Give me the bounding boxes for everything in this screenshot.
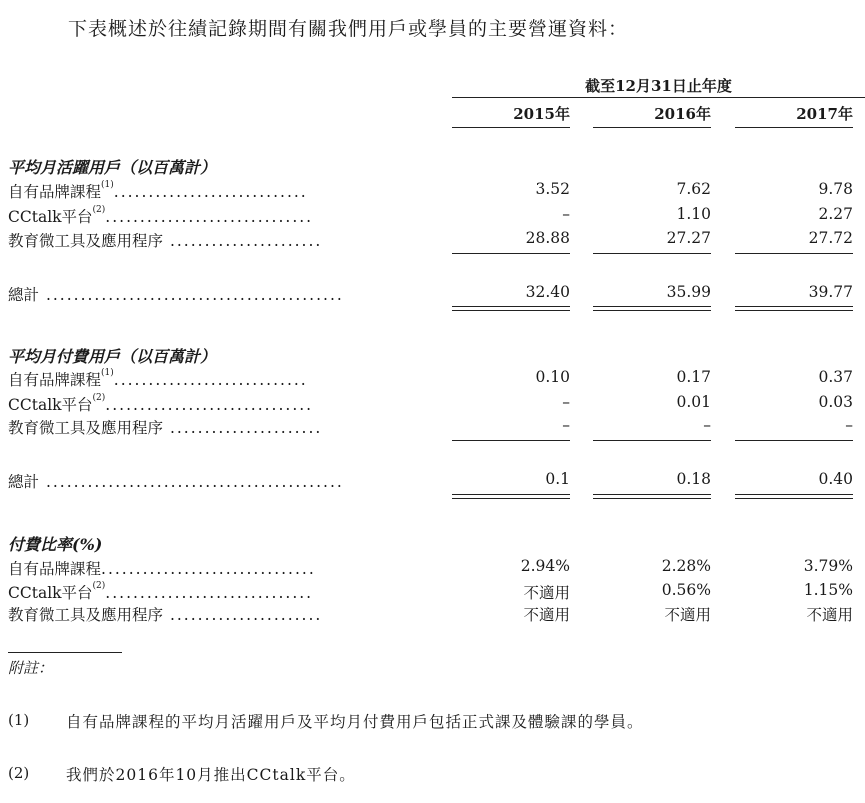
intro-paragraph: 下表概述於往績記錄期間有關我們用戶或學員的主要營運資料： (68, 18, 629, 40)
value-2015: 不適用 (523, 606, 570, 624)
value-2017: 27.72 (808, 229, 853, 247)
table-row (8, 368, 865, 390)
subtotal-rule (452, 253, 570, 254)
period-rule (452, 97, 865, 98)
footnote-mark: (1) (8, 711, 30, 729)
subtotal-rule (593, 253, 711, 254)
period-header: 截至12月31日止年度 (585, 77, 732, 95)
value-2017: – (845, 416, 853, 434)
value-2017: 3.79% (803, 557, 853, 575)
total-row (8, 283, 865, 305)
value-2017: 9.78 (818, 180, 853, 198)
row-label: CCtalk平台$^{(2)}$.............................. (8, 581, 314, 602)
section-title-paying-ratio: 付費比率(%) (8, 535, 103, 554)
value-2017: 2.27 (818, 205, 853, 223)
table-row (8, 205, 865, 227)
column-rule-2017 (735, 127, 853, 128)
value-2015: 28.88 (525, 229, 570, 247)
column-header-2016: 2016年 (654, 105, 711, 123)
column-header-2017: 2017年 (796, 105, 853, 123)
value-2016: 7.62 (676, 180, 711, 198)
row-label: CCtalk平台$^{(2)}$.............................. (8, 393, 314, 414)
table-row (8, 581, 865, 603)
value-2017: 0.03 (818, 393, 853, 411)
row-label: 自有品牌課程$^{(1)}$............................ (8, 180, 308, 201)
total-double-rule (593, 306, 711, 311)
value-2016: 2.28% (661, 557, 711, 575)
notes-rule (8, 652, 122, 653)
value-2017: 39.77 (808, 283, 853, 301)
total-double-rule (735, 494, 853, 499)
section-title-mau: 平均月活躍用戶（以百萬計） (8, 158, 217, 177)
row-label: 教育微工具及應用程序 ...................... (8, 419, 323, 437)
total-double-rule (735, 306, 853, 311)
notes-title: 附註： (8, 659, 54, 677)
value-2015: 32.40 (525, 283, 570, 301)
row-label: 教育微工具及應用程序 ...................... (8, 606, 323, 624)
column-rule-2015 (452, 127, 570, 128)
row-label: 自有品牌課程$^{(1)}$............................ (8, 368, 308, 389)
footnote-text: 自有品牌課程的平均月活躍用戶及平均月付費用戶包括正式課及體驗課的學員。 (66, 713, 644, 731)
column-header-2015: 2015年 (513, 105, 570, 123)
row-label: 教育微工具及應用程序 ...................... (8, 232, 323, 250)
value-2016: 不適用 (664, 606, 711, 624)
row-label: 自有品牌課程............................... (8, 560, 316, 578)
subtotal-rule (735, 440, 853, 441)
value-2016: 0.17 (676, 368, 711, 386)
subtotal-rule (452, 440, 570, 441)
value-2015: – (562, 393, 570, 411)
table-row (8, 416, 865, 438)
value-2017: 0.40 (818, 470, 853, 488)
row-label: 總計 ........................................... (8, 286, 344, 304)
value-2016: 0.01 (676, 393, 711, 411)
value-2016: 1.10 (676, 205, 711, 223)
table-row (8, 229, 865, 251)
value-2015: – (562, 416, 570, 434)
total-double-rule (452, 306, 570, 311)
value-2016: 0.56% (661, 581, 711, 599)
table-row (8, 180, 865, 202)
value-2015: 0.1 (545, 470, 570, 488)
subtotal-rule (593, 440, 711, 441)
value-2017: 0.37 (818, 368, 853, 386)
value-2016: 35.99 (666, 283, 711, 301)
total-double-rule (593, 494, 711, 499)
value-2015: – (562, 205, 570, 223)
section-title-paying-users: 平均月付費用戶（以百萬計） (8, 347, 217, 366)
column-rule-2016 (593, 127, 711, 128)
total-double-rule (452, 494, 570, 499)
value-2015: 不適用 (523, 584, 570, 602)
table-row (8, 557, 865, 579)
value-2017: 不適用 (806, 606, 853, 624)
value-2017: 1.15% (803, 581, 853, 599)
footnote-text: 我們於2016年10月推出CCtalk平台。 (66, 766, 356, 784)
subtotal-rule (735, 253, 853, 254)
table-row (8, 393, 865, 415)
total-row (8, 470, 865, 492)
table-row (8, 603, 865, 625)
value-2015: 3.52 (535, 180, 570, 198)
value-2015: 2.94% (520, 557, 570, 575)
footnote-mark: (2) (8, 764, 30, 782)
row-label: 總計 ........................................... (8, 473, 344, 491)
value-2015: 0.10 (535, 368, 570, 386)
value-2016: – (703, 416, 711, 434)
value-2016: 0.18 (676, 470, 711, 488)
value-2016: 27.27 (666, 229, 711, 247)
row-label: CCtalk平台$^{(2)}$.............................. (8, 205, 314, 226)
